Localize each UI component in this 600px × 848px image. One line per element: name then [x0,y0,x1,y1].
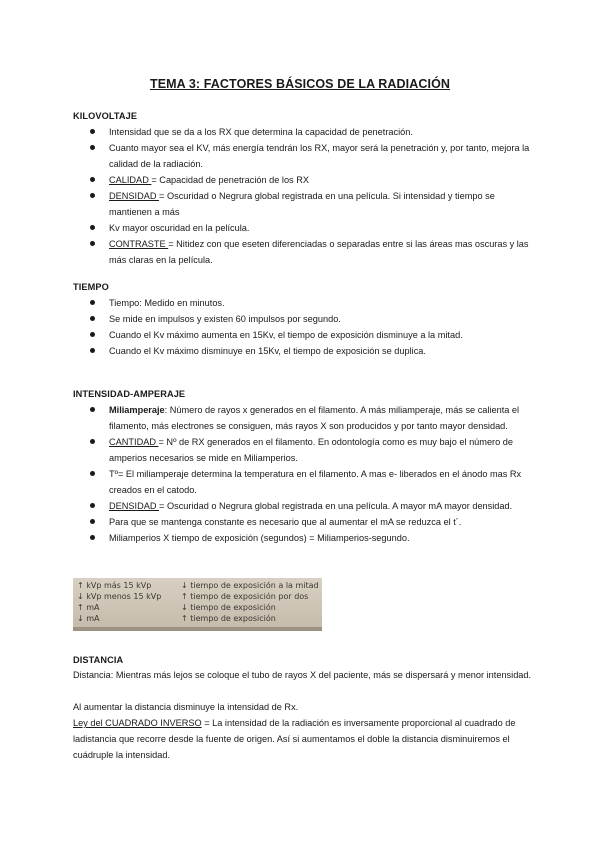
bullet-icon [90,332,95,337]
scan-right-2: ↓ tiempo de exposición [181,603,276,612]
list-item: Se mide en impulsos y existen 60 impulsos por segundo. [90,311,530,327]
scan-right-3: ↑ tiempo de exposición [181,614,276,623]
list-item: Miliamperios X tiempo de exposición (segundos) = Miliamperios-segundo. [90,530,530,546]
bullet-icon [90,348,95,353]
list-item: Intensidad que se da a los RX que determina la capacidad de penetración. [90,124,530,140]
list-item: CALIDAD = Capacidad de penetración de los RX [90,172,530,188]
distancia-paragraph-1: Distancia: Mientras más lejos se coloque el tubo de rayos X del paciente, más se dispersará y menor intensidad. [73,670,532,680]
bullet-icon [90,177,95,182]
list-item: Kv mayor oscuridad en la película. [90,220,530,236]
bullet-icon [90,407,95,412]
scanned-table-image [73,578,322,631]
bullet-icon [90,316,95,321]
list-item: Tº= El miliamperaje determina la temperatura en el filamento. A mas e- liberados en el ánodo mas Rx creados en el catodo. [90,466,530,498]
scan-left-3: ↓ mA [77,614,100,623]
list-item: Tiempo: Medido en minutos. [90,295,530,311]
scan-left-2: ↑ mA [77,603,100,612]
distancia-paragraph-2: Al aumentar la distancia disminuye la intensidad de Rx. [73,702,299,712]
list-item: Cuanto mayor sea el KV, más energía tendrán los RX, mayor será la penetración y, por tanto, mejora la calidad de la radiación. [90,140,530,172]
list-item: CANTIDAD = Nº de RX generados en el filamento. En odontología como es muy bajo el número de amperios necesarios se mide en Miliamperios. [90,434,530,466]
page-title: TEMA 3: FACTORES BÁSICOS DE LA RADIACIÓN [149,77,451,91]
list-item: Miliamperaje: Número de rayos x generados en el filamento. A más miliamperaje, más se calienta el filamento, más electrones se consiguen, más rayos X son producidos y por tanto mayor densidad. [90,402,530,434]
list-item: Para que se mantenga constante es necesario que al aumentar el mA se reduzca el t´. [90,514,530,530]
kilovoltaje-list [90,124,530,268]
scan-left-0: ↑ kVp más 15 kVp [77,581,152,590]
scan-right-0: ↓ tiempo de exposición a la mitad [181,581,319,590]
heading-distancia: DISTANCIA [73,655,124,665]
bullet-icon [90,145,95,150]
bullet-icon [90,471,95,476]
bullet-icon [90,535,95,540]
scan-edge [73,627,322,631]
list-item: CONTRASTE = Nitidez con que eseten diferenciadas o separadas entre si las áreas mas oscuras y las más claras en la película. [90,236,530,268]
bullet-icon [90,129,95,134]
list-item: DENSIDAD = Oscuridad o Negrura global registrada en una película. A mayor mA mayor densidad. [90,498,530,514]
scan-right-1: ↑ tiempo de exposición por dos [181,592,309,601]
list-item: Cuando el Kv máximo aumenta en 15Kv, el tiempo de exposición disminuye a la mitad. [90,327,530,343]
heading-intensidad: INTENSIDAD-AMPERAJE [73,389,186,399]
bullet-icon [90,503,95,508]
bullet-icon [90,193,95,198]
heading-kilovoltaje: KILOVOLTAJE [73,111,138,121]
bullet-icon [90,241,95,246]
bullet-icon [90,300,95,305]
intensidad-list [90,402,530,546]
scan-left-1: ↓ kVp menos 15 kVp [77,592,162,601]
list-item: Cuando el Kv máximo disminuye en 15Kv, el tiempo de exposición se duplica. [90,343,530,359]
bullet-icon [90,439,95,444]
bullet-icon [90,225,95,230]
list-item: DENSIDAD = Oscuridad o Negrura global registrada en una película. Si intensidad y tiempo se mantienen a más [90,188,530,220]
distancia-paragraph-3: Ley del CUADRADO INVERSO = La intensidad de la radiación es inversamente proporcional al cuadrado de ladistancia que recorre desde la fuente de origen. Así si aumentamos el doble la distancia disminuiremos el cuádruple la intensidad. [73,718,516,760]
tiempo-list [90,295,530,359]
bullet-icon [90,519,95,524]
heading-tiempo: TIEMPO [73,282,109,292]
